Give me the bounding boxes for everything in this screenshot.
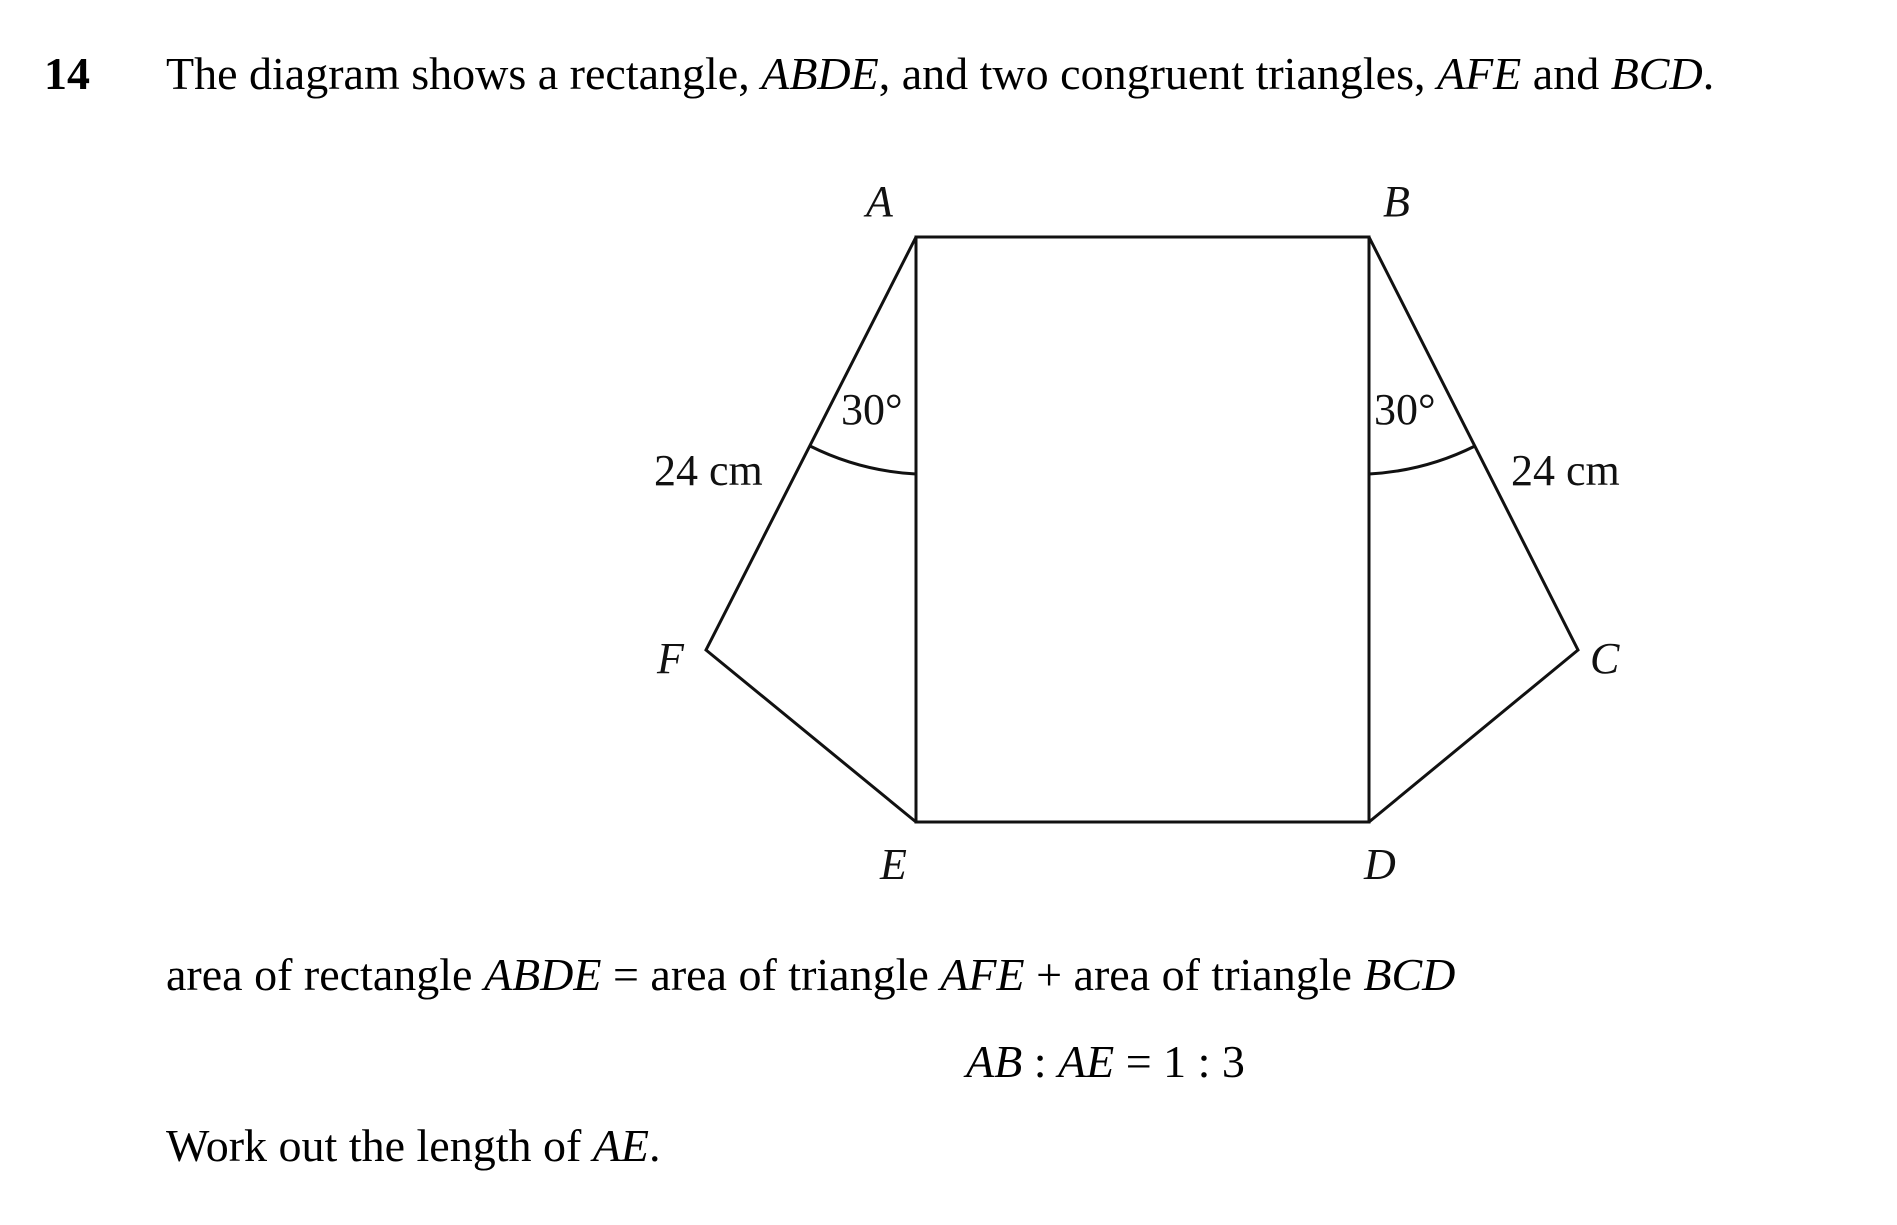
ratio-ae: AE <box>1057 1036 1115 1087</box>
area-condition <box>166 945 1455 1005</box>
question-mid: , and two congruent triangles, <box>878 48 1437 99</box>
area-text-2: = area of triangle <box>601 949 941 1000</box>
ratio-colon: : <box>1022 1036 1058 1087</box>
ratio-condition <box>966 1032 1245 1092</box>
angle-arc-right <box>1369 446 1475 474</box>
angle-arc-left <box>810 446 916 474</box>
question-intro: The diagram shows a rectangle, <box>166 48 762 99</box>
angle-label-left: 30° <box>841 385 903 434</box>
question-end: . <box>1702 48 1715 99</box>
vertex-label-B: B <box>1383 177 1410 226</box>
rectangle-ABDE <box>916 237 1369 822</box>
task-end: . <box>649 1120 661 1171</box>
vertex-label-F: F <box>657 634 684 683</box>
triangle-2-name: BCD <box>1610 48 1703 99</box>
area-text-1: area of rectangle <box>166 949 484 1000</box>
vertex-label-A: A <box>866 177 893 226</box>
triangle-AFE <box>706 237 916 822</box>
area-rect-name: ABDE <box>483 949 602 1000</box>
ratio-value: = 1 : 3 <box>1114 1036 1245 1087</box>
vertex-label-C: C <box>1590 634 1620 683</box>
question-number: 14 <box>44 48 90 99</box>
task-text-1: Work out the length of <box>166 1120 593 1171</box>
length-label-right: 24 cm <box>1511 446 1620 495</box>
length-label-left: 24 cm <box>654 446 763 495</box>
area-tri1-name: AFE <box>940 949 1025 1000</box>
task-ae: AE <box>592 1120 650 1171</box>
area-text-3: + area of triangle <box>1024 949 1364 1000</box>
vertex-label-E: E <box>880 840 907 889</box>
triangle-BCD <box>1369 237 1578 822</box>
rectangle-name: ABDE <box>761 48 879 99</box>
area-tri2-name: BCD <box>1363 949 1456 1000</box>
triangle-1-name: AFE <box>1436 48 1522 99</box>
vertex-label-D: D <box>1364 840 1396 889</box>
ratio-ab: AB <box>966 1036 1023 1087</box>
angle-label-right: 30° <box>1374 385 1436 434</box>
question-and: and <box>1521 48 1611 99</box>
task-text <box>166 1116 661 1176</box>
